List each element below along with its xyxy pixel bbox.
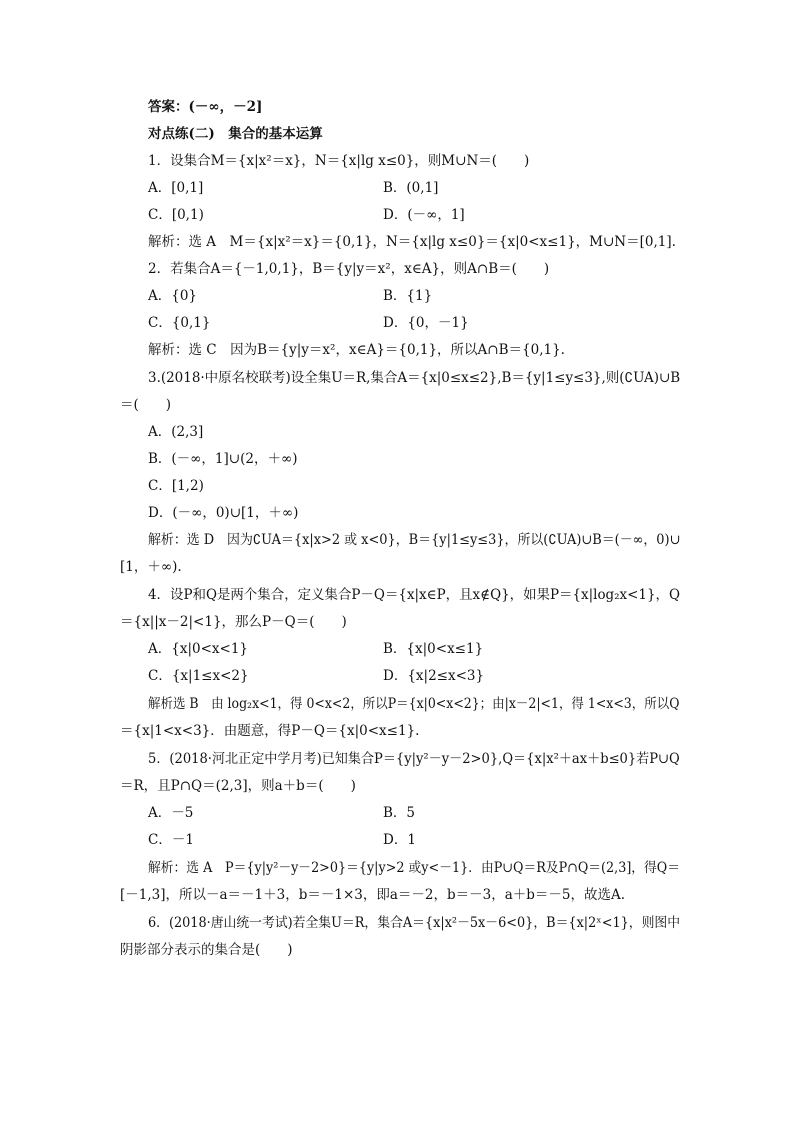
- q5-option-a: A．－5: [148, 805, 194, 821]
- q4-option-b: B．{x|0<x≤1}: [383, 641, 484, 657]
- question-6-line-2: 阴影部分表示的集合是( ): [120, 942, 293, 958]
- question-6-line-1: 6．(2018·唐山统一考试)若全集U＝R，集合A＝{x|x²－5x－6<0}，B＝{x|2ˣ<1}，则图中: [148, 915, 681, 931]
- q1-solution: 解析：选 A M＝{x|x²＝x}＝{0,1}，N＝{x|lg x≤0}＝{x|0<x≤1}，M∪N＝[0,1].: [148, 234, 676, 250]
- q1-option-a: A．[0,1]: [148, 180, 204, 196]
- question-4-line-2: ＝{x||x－2|<1}，那么P－Q＝( ): [120, 614, 347, 630]
- q4-option-d: D．{x|2≤x<3}: [383, 668, 485, 684]
- question-2: 2．若集合A＝{－1,0,1}，B＝{y|y＝x²，x∈A}，则A∩B＝( ): [148, 261, 550, 277]
- question-5-line-1: 5．(2018·河北正定中学月考)已知集合P＝{y|y²－y－2>0},Q＝{x|x²＋ax＋b≤0}若P∪Q: [148, 751, 680, 767]
- q1-option-b: B．(0,1]: [383, 180, 439, 196]
- question-5-line-2: ＝R，且P∩Q＝(2,3]，则a＋b＝( ): [120, 778, 356, 794]
- q3-solution-line-2: [1，＋∞).: [120, 559, 182, 575]
- q2-option-b: B．{1}: [383, 288, 433, 304]
- q5-solution-line-2: [－1,3]，所以－a＝－1＋3，b＝－1×3，即a＝－2，b＝－3，a＋b＝－5，故选A.: [120, 887, 626, 903]
- question-3-line-2: ＝( ): [120, 397, 172, 413]
- question-1: 1．设集合M＝{x|x²＝x}，N＝{x|lg x≤0}，则M∪N＝( ): [148, 153, 530, 169]
- question-4-line-1: 4．设P和Q是两个集合，定义集合P－Q＝{x|x∈P，且x∉Q}，如果P＝{x|log₂x<1}，Q: [148, 587, 680, 603]
- q5-solution-line-1: 解析：选 A P＝{y|y²－y－2>0}＝{y|y>2 或y<－1}．由P∪Q＝R及P∩Q＝(2,3]，得Q＝: [148, 860, 681, 876]
- q2-option-a: A．{0}: [148, 288, 198, 304]
- q5-option-b: B．5: [383, 805, 416, 821]
- section-heading: 对点练(二) 集合的基本运算: [148, 126, 323, 142]
- q3-option-b: B．(－∞，1]∪(2，＋∞): [148, 451, 298, 467]
- question-3-line-1: 3.(2018·中原名校联考)设全集U＝R,集合A＝{x|0≤x≤2},B＝{y|1≤y≤3},则(∁UA)∪B: [148, 370, 681, 386]
- q5-option-c: C．－1: [148, 832, 194, 848]
- q3-solution-line-1: 解析：选 D 因为∁UA＝{x|x>2 或 x<0}，B＝{y|1≤y≤3}，所以(∁UA)∪B＝(－∞，0)∪: [148, 532, 681, 548]
- q2-option-d: D．{0，－1}: [383, 315, 469, 331]
- q3-option-a: A．(2,3]: [148, 424, 204, 440]
- q4-option-c: C．{x|1≤x<2}: [148, 668, 249, 684]
- answer-line: 答案：(－∞，－2]: [148, 99, 263, 115]
- q5-option-d: D．1: [383, 832, 416, 848]
- q4-solution-line-1: 解析选 B 由 log₂x<1，得 0<x<2，所以P＝{x|0<x<2}；由|x－2|<1，得 1<x<3，所以Q: [148, 696, 680, 712]
- q1-option-d: D．(－∞，1]: [383, 207, 465, 223]
- q3-option-d: D．(－∞，0)∪[1，＋∞): [148, 505, 299, 521]
- q3-option-c: C．[1,2): [148, 478, 204, 494]
- q1-option-c: C．[0,1): [148, 207, 204, 223]
- q4-option-a: A．{x|0<x<1}: [148, 641, 249, 657]
- q2-option-c: C．{0,1}: [148, 315, 211, 331]
- q2-solution: 解析：选 C 因为B＝{y|y＝x²，x∈A}＝{0,1}，所以A∩B＝{0,1}.: [148, 342, 565, 358]
- q4-solution-line-2: ＝{x|1<x<3}．由题意，得P－Q＝{x|0<x≤1}.: [120, 723, 420, 739]
